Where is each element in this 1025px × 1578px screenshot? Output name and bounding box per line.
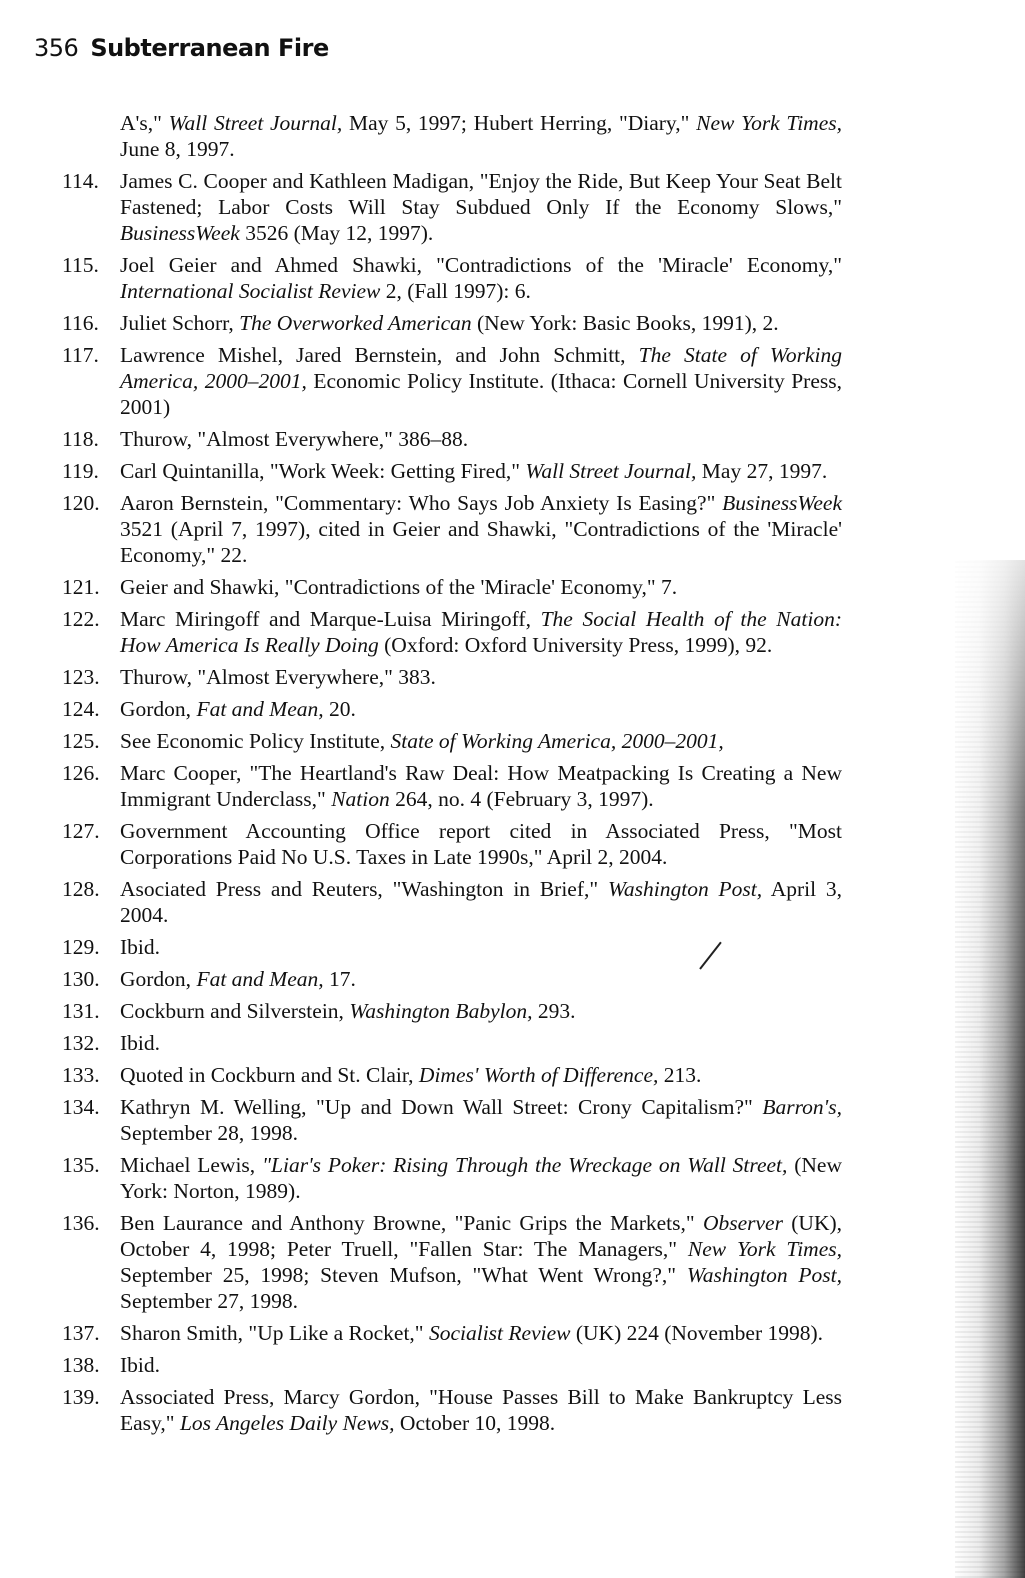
endnote-number: 133. <box>62 1063 100 1087</box>
citation-title: Nation <box>331 787 390 811</box>
citation-text: Lawrence Mishel, Jared Bernstein, and John Schmitt, <box>120 343 639 367</box>
citation-title: Washington Post, <box>607 877 763 901</box>
endnote-text <box>120 1320 842 1346</box>
endnote <box>62 1320 842 1346</box>
citation-text: Ibid. <box>120 1031 161 1055</box>
citation-title: The Overworked American <box>239 311 472 335</box>
endnote-text <box>120 574 842 600</box>
endnote <box>62 310 842 336</box>
endnote <box>62 1210 842 1314</box>
citation-text: Cockburn and Silverstein, <box>120 999 350 1023</box>
running-title: Subterranean Fire <box>90 34 329 62</box>
endnote-number: 117. <box>62 343 99 367</box>
endnote-text <box>120 966 842 992</box>
citation-text: Thurow, "Almost Everywhere," 386–88. <box>120 427 469 451</box>
endnote-number: 126. <box>62 761 100 785</box>
endnote <box>62 1152 842 1204</box>
citation-text: Ben Laurance and Anthony Browne, "Panic Grips the Markets," <box>120 1211 703 1235</box>
endnote <box>62 664 842 690</box>
citation-text: Gordon, <box>120 967 197 991</box>
endnote-text <box>120 934 842 960</box>
endnote-number: 137. <box>62 1321 100 1345</box>
citation-title: "Liar's Poker: Rising Through the Wreckage on Wall Street, <box>262 1153 788 1177</box>
citation-title: Wall Street Journal, <box>525 459 697 483</box>
citation-text: Marc Miringoff and Marque-Luisa Miringoff, <box>120 607 541 631</box>
citation-text: Gordon, <box>120 697 197 721</box>
endnote <box>62 168 842 246</box>
endnote-text <box>120 1210 842 1314</box>
endnote-text <box>120 1352 842 1378</box>
endnote-number: 134. <box>62 1095 100 1119</box>
endnote-text <box>120 1152 842 1204</box>
endnote-number: 114. <box>62 169 99 193</box>
citation-text: (UK) 224 (November 1998). <box>570 1321 824 1345</box>
endnote <box>62 760 842 812</box>
citation-text: Economic Policy Institute. (Ithaca: Cornell University Press, 2001) <box>120 369 842 419</box>
citation-title: Wall Street Journal, <box>168 111 343 135</box>
citation-text: Geier and Shawki, "Contradictions of the 'Miracle' Economy," 7. <box>120 575 678 599</box>
endnote <box>62 1030 842 1056</box>
citation-title: Washington Post, <box>686 1263 842 1287</box>
endnote-text <box>120 110 842 162</box>
endnote-continuation <box>62 110 842 162</box>
citation-title: Fat and Mean, <box>196 697 324 721</box>
endnote-text <box>120 490 842 568</box>
endnote <box>62 1352 842 1378</box>
citation-text: May 5, 1997; Hubert Herring, "Diary," <box>342 111 697 135</box>
citation-text: 213. <box>658 1063 702 1087</box>
endnote-text <box>120 818 842 870</box>
citation-title: International Socialist Review <box>120 279 381 303</box>
endnote-number: 115. <box>62 253 99 277</box>
endnote-number: 119. <box>62 459 99 483</box>
endnote <box>62 458 842 484</box>
citation-text: Government Accounting Office report cited in Associated Press, "Most Corporations Paid No U.S. Taxes in Late 1990s," April 2, 2004. <box>120 819 842 869</box>
citation-title: Socialist Review <box>428 1321 571 1345</box>
endnote-text <box>120 1062 842 1088</box>
citation-text: April 3, 2004. <box>120 877 842 927</box>
citation-title: Barron's, <box>762 1095 842 1119</box>
endnote-number: 122. <box>62 607 100 631</box>
citation-text: Carl Quintanilla, "Work Week: Getting Fired," <box>120 459 526 483</box>
endnote-text <box>120 760 842 812</box>
citation-text: (New York: Norton, 1989). <box>120 1153 842 1203</box>
endnote <box>62 1062 842 1088</box>
endnote-number: 128. <box>62 877 100 901</box>
citation-title: BusinessWeek <box>120 221 240 245</box>
scan-edge-shadow <box>955 560 1025 1578</box>
citation-text: James C. Cooper and Kathleen Madigan, "Enjoy the Ride, But Keep Your Seat Belt Fastened; Labor Costs Will Stay Subdued Only If the Economy Slows," <box>120 169 842 219</box>
citation-title: Fat and Mean, <box>196 967 324 991</box>
citation-text: Ibid. <box>120 935 161 959</box>
citation-text: June 8, 1997. <box>120 137 235 161</box>
endnote-number: 129. <box>62 935 100 959</box>
citation-text: (UK), October 4, 1998; Peter Truell, "Fallen Star: The Managers," <box>120 1211 843 1261</box>
endnote <box>62 966 842 992</box>
citation-text: May 27, 1997. <box>696 459 828 483</box>
citation-text: 264, no. 4 (February 3, 1997). <box>389 787 654 811</box>
endnote <box>62 728 842 754</box>
endnote-text <box>120 696 842 722</box>
citation-text: 293. <box>532 999 576 1023</box>
endnote <box>62 818 842 870</box>
citation-text: September 25, 1998; Steven Mufson, "What Went Wrong?," <box>120 1263 687 1287</box>
endnote-text <box>120 1030 842 1056</box>
endnote <box>62 426 842 452</box>
endnote-number: 123. <box>62 665 100 689</box>
endnote <box>62 1384 842 1436</box>
endnote-number: 135. <box>62 1153 100 1177</box>
endnote-number: 130. <box>62 967 100 991</box>
endnote-text <box>120 876 842 928</box>
endnote-text <box>120 1384 842 1436</box>
citation-text: 3521 (April 7, 1997), cited in Geier and Shawki, "Contradictions of the 'Miracle' Economy," 22. <box>120 517 842 567</box>
endnote <box>62 876 842 928</box>
endnote-number: 116. <box>62 311 99 335</box>
citation-text: Sharon Smith, "Up Like a Rocket," <box>120 1321 429 1345</box>
endnote <box>62 998 842 1024</box>
endnote-text <box>120 664 842 690</box>
endnote-number: 125. <box>62 729 100 753</box>
endnote <box>62 342 842 420</box>
citation-text: September 27, 1998. <box>120 1289 298 1313</box>
endnote-number: 139. <box>62 1385 100 1409</box>
citation-text: Asociated Press and Reuters, "Washington in Brief," <box>120 877 608 901</box>
endnote-text <box>120 426 842 452</box>
citation-text: Associated Press, Marcy Gordon, "House Passes Bill to Make Bankruptcy Less Easy," <box>120 1385 842 1435</box>
citation-text: Kathryn M. Welling, "Up and Down Wall Street: Crony Capitalism?" <box>120 1095 763 1119</box>
endnote <box>62 490 842 568</box>
citation-title: State of Working America, 2000–2001, <box>390 729 724 753</box>
endnote <box>62 606 842 658</box>
endnotes-list <box>62 110 842 1442</box>
citation-title: Dimes' Worth of Difference, <box>418 1063 659 1087</box>
citation-text: (Oxford: Oxford University Press, 1999), 92. <box>378 633 773 657</box>
endnote-number: 132. <box>62 1031 100 1055</box>
endnote <box>62 574 842 600</box>
endnote-text <box>120 342 842 420</box>
running-header <box>34 34 329 62</box>
citation-text: Michael Lewis, <box>120 1153 262 1177</box>
endnote-text <box>120 1094 842 1146</box>
endnote-number: 120. <box>62 491 100 515</box>
citation-text: 17. <box>323 967 356 991</box>
endnote-text <box>120 252 842 304</box>
page-number: 356 <box>34 34 79 62</box>
citation-title: The State of Working America, 2000–2001, <box>120 343 842 393</box>
citation-title: BusinessWeek <box>722 491 842 515</box>
endnote-number: 136. <box>62 1211 100 1235</box>
endnote-text <box>120 310 842 336</box>
citation-text: Juliet Schorr, <box>120 311 240 335</box>
citation-title: Los Angeles Daily News, <box>179 1411 395 1435</box>
endnote-number: 118. <box>62 427 99 451</box>
citation-text: 20. <box>323 697 356 721</box>
endnote-number: 127. <box>62 819 100 843</box>
citation-text: Joel Geier and Ahmed Shawki, "Contradictions of the 'Miracle' Economy," <box>120 253 842 277</box>
endnote <box>62 252 842 304</box>
endnote-text <box>120 606 842 658</box>
citation-text: September 28, 1998. <box>120 1121 298 1145</box>
citation-title: Observer <box>702 1211 783 1235</box>
endnote-text <box>120 168 842 246</box>
endnote-number: 124. <box>62 697 100 721</box>
citation-text: 3526 (May 12, 1997). <box>239 221 434 245</box>
citation-title: New York Times, <box>696 111 842 135</box>
citation-text: Ibid. <box>120 1353 161 1377</box>
citation-text: 2, (Fall 1997): 6. <box>380 279 531 303</box>
citation-title: The Social Health of the Nation: How America Is Really Doing <box>120 607 842 657</box>
citation-text: Thurow, "Almost Everywhere," 383. <box>120 665 436 689</box>
endnote <box>62 1094 842 1146</box>
citation-title: Washington Babylon, <box>349 999 533 1023</box>
citation-text: (New York: Basic Books, 1991), 2. <box>471 311 779 335</box>
citation-text: October 10, 1998. <box>394 1411 556 1435</box>
citation-text: See Economic Policy Institute, <box>120 729 391 753</box>
endnote-number: 138. <box>62 1353 100 1377</box>
citation-text: Aaron Bernstein, "Commentary: Who Says Job Anxiety Is Easing?" <box>120 491 723 515</box>
endnote <box>62 934 842 960</box>
endnote-text <box>120 728 842 754</box>
endnote-text <box>120 998 842 1024</box>
endnote-number: 121. <box>62 575 100 599</box>
citation-title: New York Times, <box>687 1237 842 1261</box>
citation-text: A's," <box>120 111 169 135</box>
citation-text: Marc Cooper, "The Heartland's Raw Deal: How Meatpacking Is Creating a New Immigrant Underclass," <box>120 761 842 811</box>
endnote <box>62 696 842 722</box>
citation-text: Quoted in Cockburn and St. Clair, <box>120 1063 419 1087</box>
endnote-text <box>120 458 842 484</box>
endnote-number: 131. <box>62 999 100 1023</box>
